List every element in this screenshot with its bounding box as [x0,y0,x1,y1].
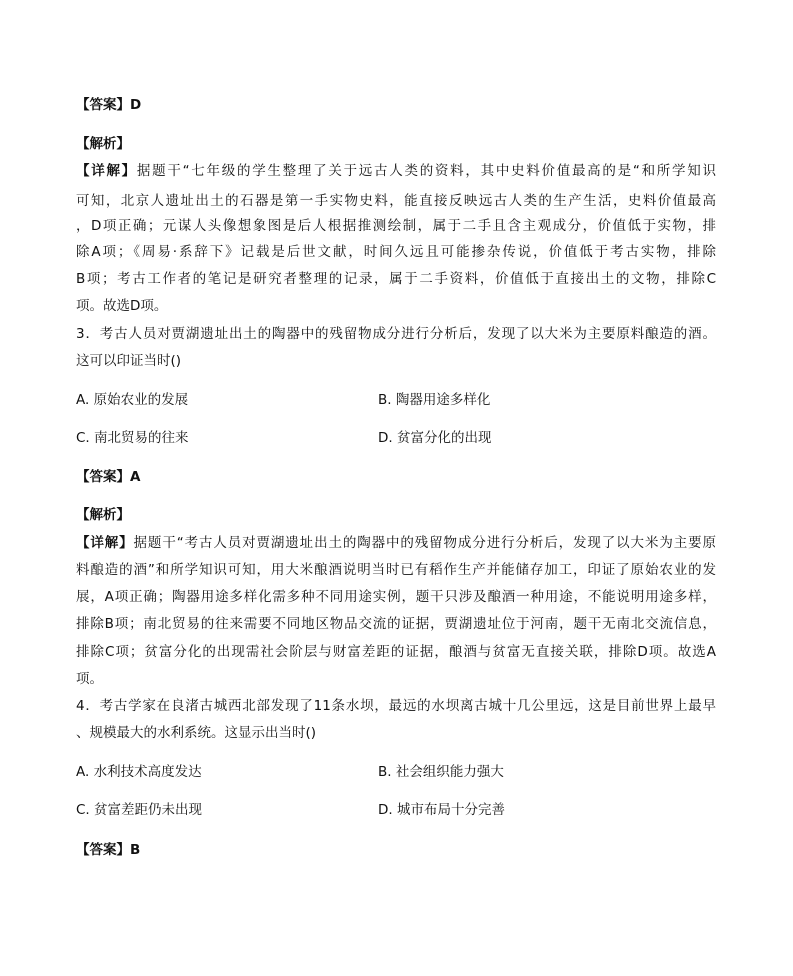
q2-analysis-heading: 【解析】 [76,136,130,152]
q3-answer-line [76,467,716,487]
q4-option-a: A. 水利技术高度发达 [76,764,202,780]
q3-option-a: A. 原始农业的发展 [76,392,189,408]
detail-text: 据题干“考古人员对贾湖遗址出土的陶器中的残留物成分进行分析后，发现了以大米为主要原 [133,535,716,551]
answer-value: A [130,469,141,485]
q3-detail-line-2: 料酿造的酒”和所学知识可知，用大米酿酒说明当时已有稻作生产并能储存加工，印证了原始农业的发 [76,562,716,578]
answer-tag: 【答案】 [76,469,130,485]
q3-stem-line-2: 这可以印证当时() [76,353,182,369]
q4-stem-line-1: 4．考古学家在良渚古城西北部发现了11条水坝，最远的水坝离古城十几公里远，这是目前世界上最早 [76,698,716,714]
q4-option-c: C. 贫富差距仍未出现 [76,802,203,818]
q3-detail-line-5: 排除C项；贫富分化的出现需社会阶层与财富差距的证据，酿酒与贫富无直接关联，排除D项。故选A [76,644,716,660]
q2-detail-line-6: 项。故选D项。 [76,298,168,314]
q3-detail-line-1 [76,533,716,553]
q4-answer-line [76,840,716,860]
q3-stem-line-1: 3．考古人员对贾湖遗址出土的陶器中的残留物成分进行分析后，发现了以大米为主要原料酿造的酒。 [76,326,716,342]
q2-detail-line-5: B项；考古工作者的笔记是研究者整理的记录，属于二手资料，价值低于直接出土的文物，排除C [76,271,716,287]
q2-answer-line [76,95,716,115]
answer-value: D [130,97,142,113]
detail-tag: 【详解】 [76,163,137,179]
answer-tag: 【答案】 [76,97,130,113]
q3-option-b: B. 陶器用途多样化 [378,392,491,408]
q2-detail-line-3: ，D项正确；元谋人头像想象图是后人根据推测绘制，属于二手且含主观成分，价值低于实物，排 [76,218,716,234]
q4-option-b: B. 社会组织能力强大 [378,764,504,780]
q3-detail-line-3: 展，A项正确；陶器用途多样化需多种不同用途实例，题干只涉及酿酒一种用途，不能说明用途多样， [76,589,716,605]
q3-detail-line-6: 项。 [76,671,103,687]
answer-tag: 【答案】 [76,842,130,858]
q3-option-c: C. 南北贸易的往来 [76,430,189,446]
q3-option-d: D. 贫富分化的出现 [378,430,492,446]
answer-value: B [130,842,141,858]
q4-stem-line-2: 、规模最大的水利系统。这显示出当时() [76,725,317,741]
q2-detail-line-2: 可知，北京人遗址出土的石器是第一手实物史料，能直接反映远古人类的生产生活，史料价值最高 [76,193,716,209]
q3-detail-line-4: 排除B项；南北贸易的往来需要不同地区物品交流的证据，贾湖遗址位于河南，题干无南北交流信息， [76,616,716,632]
q3-analysis-heading: 【解析】 [76,507,130,523]
q2-detail-line-4: 除A项；《周易·系辞下》记载是后世文献，时间久远且可能掺杂传说，价值低于考古实物，排除 [76,244,716,260]
detail-tag: 【详解】 [76,535,134,551]
q2-detail-line-1 [76,161,716,181]
q4-option-d: D. 城市布局十分完善 [378,802,505,818]
detail-text: 据题干“七年级的学生整理了关于远古人类的资料，其中史料价值最高的是“和所学知识 [136,163,716,179]
